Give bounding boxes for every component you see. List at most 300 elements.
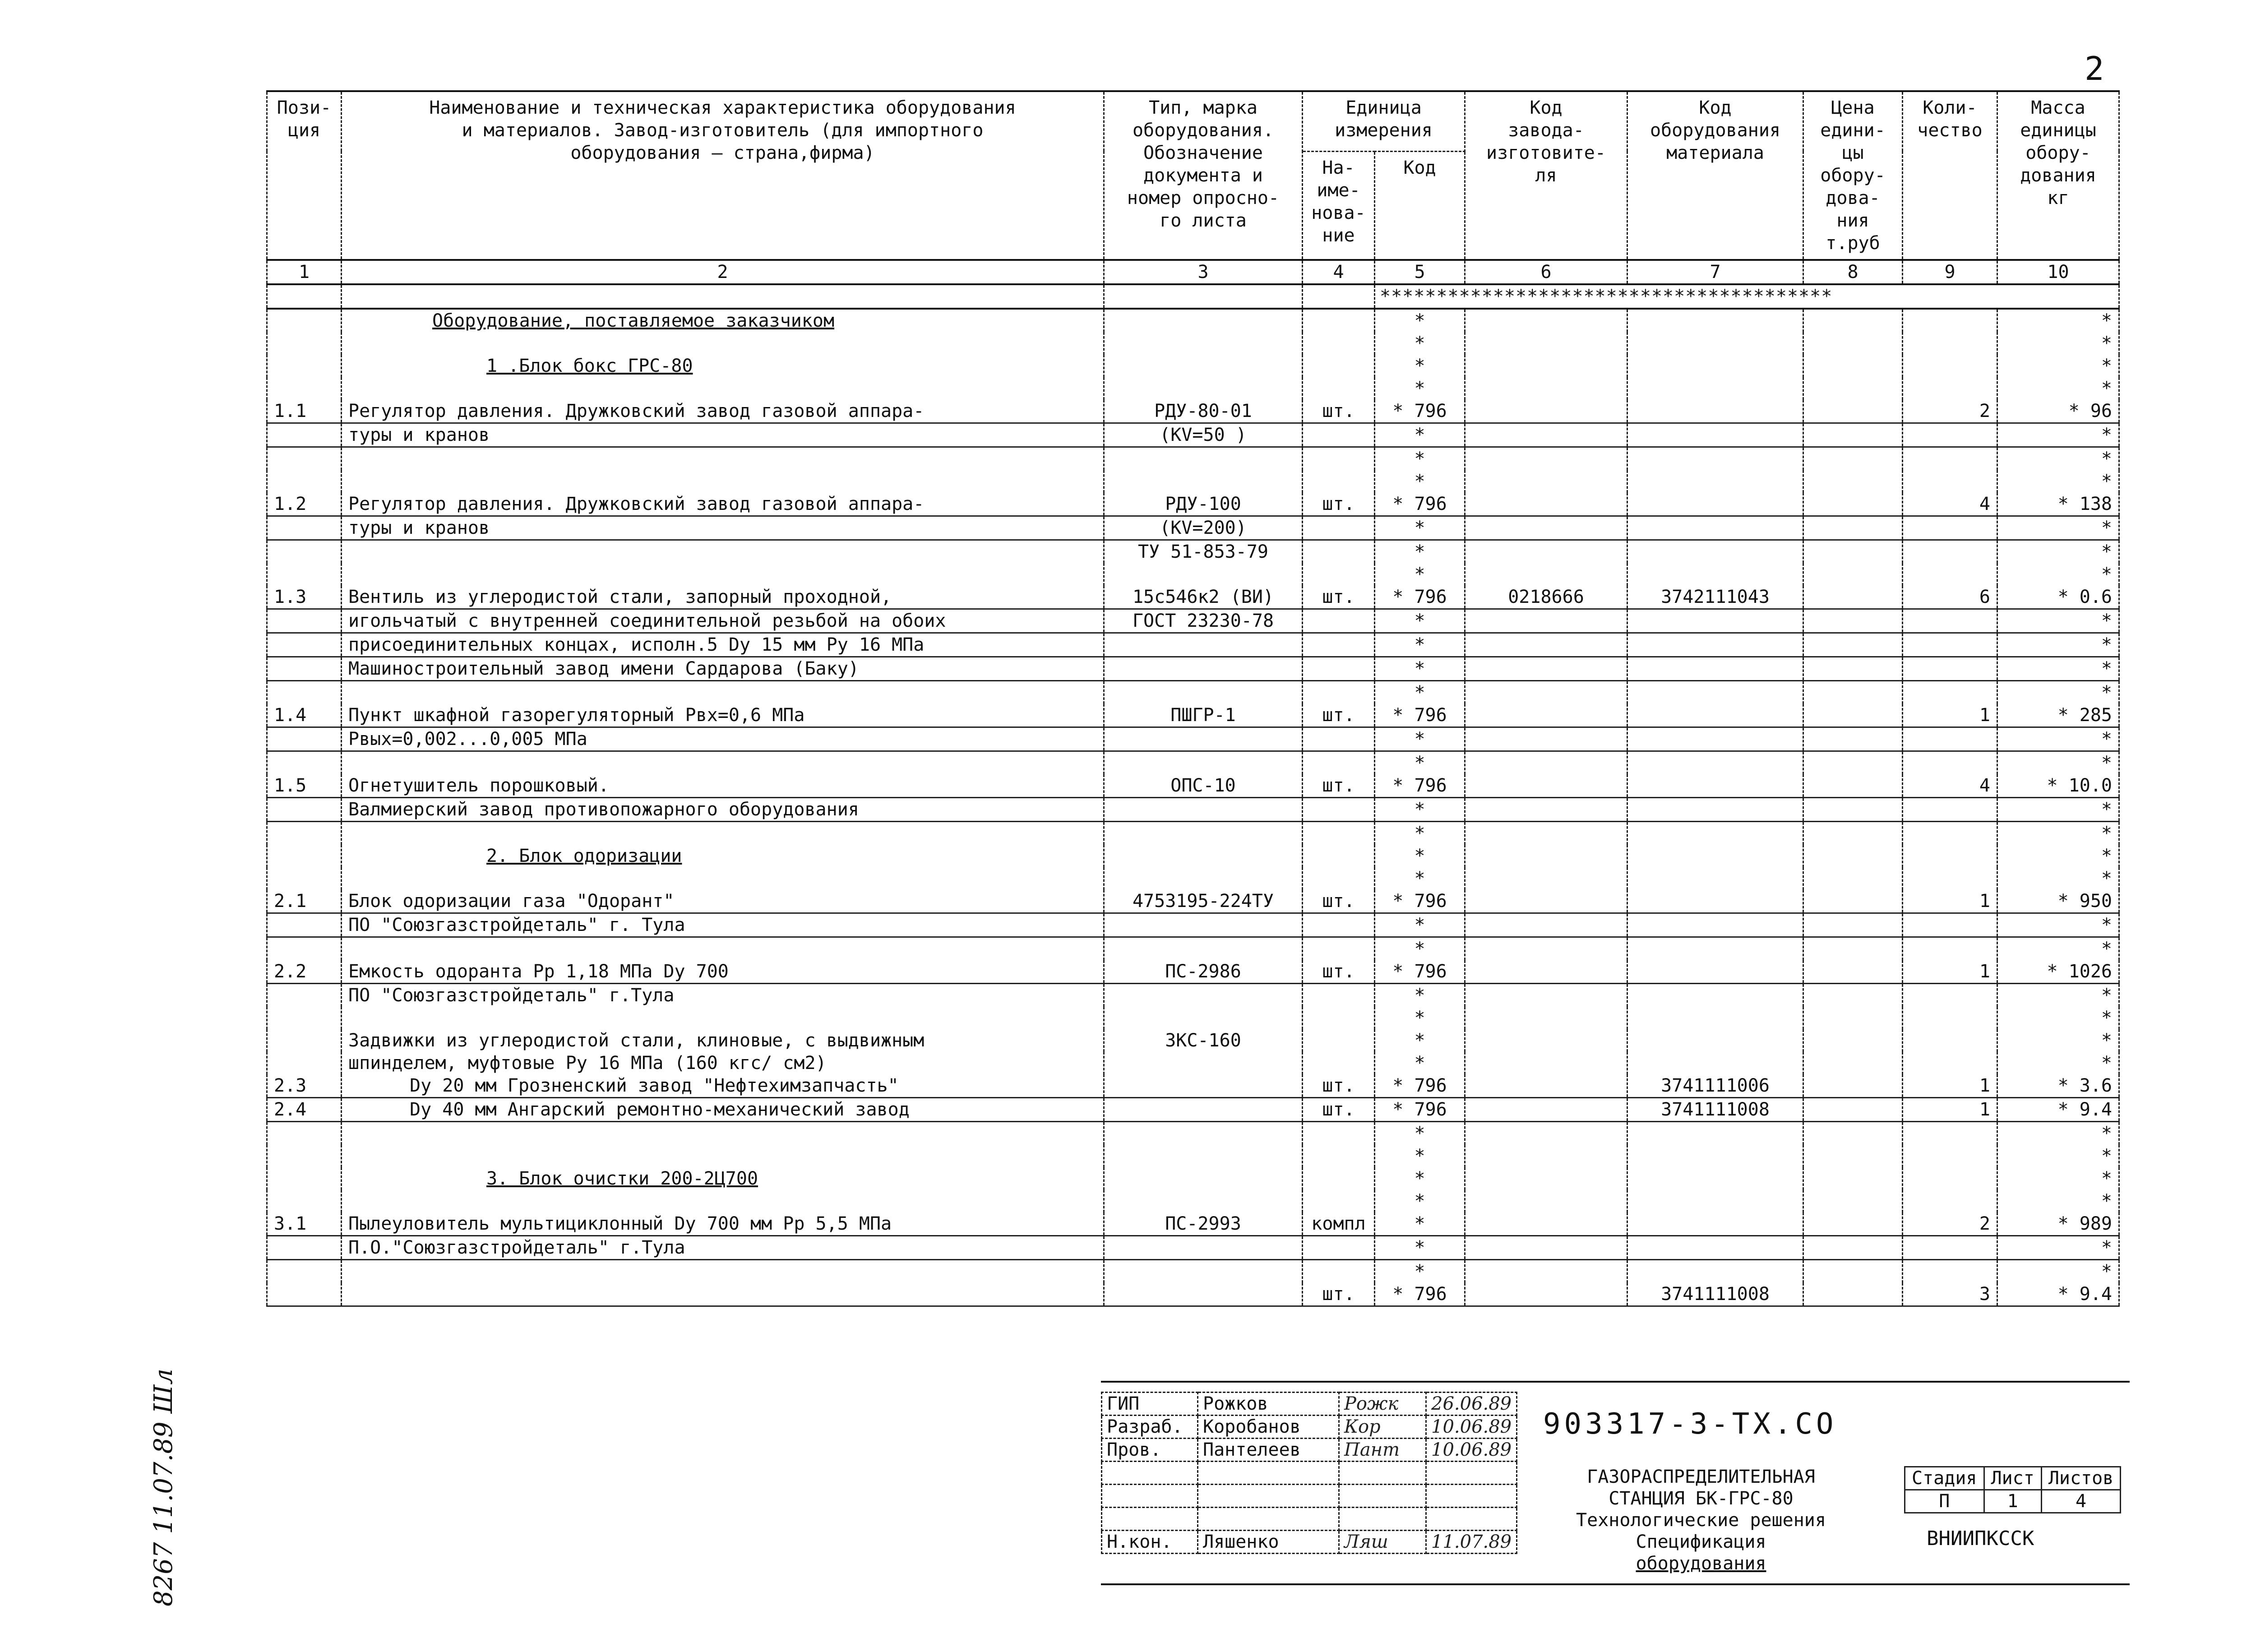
table-row: [267, 1260, 2119, 1283]
mass-cell: *: [1997, 423, 2119, 447]
mass-cell: *: [1997, 447, 2119, 471]
signature-row: [1102, 1485, 1517, 1508]
person-name-cell: [1198, 1462, 1339, 1485]
table-row: [267, 913, 2119, 937]
name-cell: 1 .Блок бокс ГРС-80: [342, 355, 1104, 377]
mass-cell: *: [1997, 355, 2119, 377]
unit-code-cell: *: [1375, 609, 1465, 633]
table-row: [267, 798, 2119, 822]
type-cell: [1104, 1283, 1303, 1306]
price-cell: [1803, 798, 1903, 822]
position-cell: [267, 1052, 342, 1074]
equipment-code-cell: [1627, 704, 1803, 727]
unit-code-cell: *: [1375, 1007, 1465, 1029]
person-name-cell: Коробанов: [1198, 1416, 1339, 1439]
person-name-cell: Ляшенко: [1198, 1531, 1339, 1554]
mass-cell: *: [1997, 1007, 2119, 1029]
stage-table: [1904, 1466, 2121, 1513]
price-cell: [1803, 332, 1903, 355]
unit-name-cell: шт.: [1303, 400, 1375, 423]
sheets-value: 4: [2041, 1490, 2121, 1513]
equipment-code-cell: [1627, 798, 1803, 822]
price-cell: [1803, 913, 1903, 937]
signature-cell: Кор: [1339, 1416, 1426, 1439]
quantity-cell: [1903, 1236, 1997, 1260]
equipment-code-cell: [1627, 609, 1803, 633]
factory-code-cell: [1465, 1122, 1627, 1145]
unit-name-cell: шт.: [1303, 1098, 1375, 1122]
unit-name-cell: [1303, 867, 1375, 890]
quantity-cell: [1903, 937, 1997, 961]
position-cell: [267, 681, 342, 704]
header-price: Цена едини- цы обору- дова- ния т.руб: [1803, 91, 1903, 260]
column-number: 4: [1303, 260, 1375, 284]
equipment-code-cell: 3741111008: [1627, 1283, 1803, 1306]
type-cell: [1104, 1122, 1303, 1145]
unit-code-cell: *: [1375, 913, 1465, 937]
price-cell: [1803, 633, 1903, 657]
unit-name-cell: компл: [1303, 1212, 1375, 1236]
name-cell: [342, 563, 1104, 586]
quantity-cell: [1903, 798, 1997, 822]
mass-cell: *: [1997, 937, 2119, 961]
position-cell: [267, 1029, 342, 1052]
price-cell: [1803, 845, 1903, 867]
name-cell: Dу 40 мм Ангарский ремонтно-механический завод: [342, 1098, 1104, 1122]
stage-value: П: [1905, 1490, 1984, 1513]
equipment-code-cell: [1627, 423, 1803, 447]
name-cell: [342, 377, 1104, 400]
factory-code-cell: [1465, 1052, 1627, 1074]
unit-name-cell: [1303, 633, 1375, 657]
name-cell: Регулятор давления. Дружковский завод газовой аппара-: [342, 493, 1104, 516]
unit-name-cell: [1303, 822, 1375, 845]
factory-code-cell: [1465, 681, 1627, 704]
name-cell: ПО "Союзгазстройдеталь" г. Тула: [342, 913, 1104, 937]
equipment-code-cell: 3741111008: [1627, 1098, 1803, 1122]
quantity-cell: [1903, 309, 1997, 332]
position-cell: [267, 609, 342, 633]
signature-date-cell: 10.06.89: [1426, 1416, 1517, 1439]
unit-name-cell: [1303, 332, 1375, 355]
price-cell: [1803, 309, 1903, 332]
name-cell: [342, 1122, 1104, 1145]
name-cell: [342, 447, 1104, 471]
mass-cell: *: [1997, 681, 2119, 704]
unit-code-cell: *: [1375, 984, 1465, 1007]
title-line: СТАНЦИЯ БК-ГРС-80: [1609, 1488, 1794, 1509]
price-cell: [1803, 1074, 1903, 1098]
mass-cell: * 138: [1997, 493, 2119, 516]
table-row: [267, 1007, 2119, 1029]
equipment-code-cell: [1627, 516, 1803, 540]
sheets-label: Листов: [2041, 1467, 2121, 1490]
stars-line: ****************************************: [1375, 284, 2119, 309]
unit-code-cell: * 796: [1375, 890, 1465, 913]
unit-name-cell: [1303, 1236, 1375, 1260]
name-cell: [342, 1190, 1104, 1212]
blank-cell: [342, 284, 1104, 309]
unit-name-cell: [1303, 913, 1375, 937]
signature-date-cell: [1426, 1485, 1517, 1508]
mass-cell: *: [1997, 1122, 2119, 1145]
position-cell: [267, 822, 342, 845]
position-cell: [267, 1167, 342, 1190]
name-cell: [342, 1283, 1104, 1306]
mass-cell: *: [1997, 516, 2119, 540]
type-cell: ОПС-10: [1104, 774, 1303, 798]
name-cell: [342, 470, 1104, 493]
price-cell: [1803, 1007, 1903, 1029]
column-number: 7: [1627, 260, 1803, 284]
quantity-cell: [1903, 1260, 1997, 1283]
unit-name-cell: [1303, 984, 1375, 1007]
position-cell: 2.2: [267, 960, 342, 984]
quantity-cell: [1903, 1029, 1997, 1052]
table-row: [267, 867, 2119, 890]
unit-code-cell: *: [1375, 447, 1465, 471]
position-cell: 1.3: [267, 586, 342, 609]
mass-cell: * 10.0: [1997, 774, 2119, 798]
specification-table: [266, 90, 2120, 1307]
position-cell: 2.4: [267, 1098, 342, 1122]
blank-cell: [1104, 284, 1303, 309]
equipment-code-cell: [1627, 913, 1803, 937]
name-cell: 3. Блок очистки 200-2Ц700: [342, 1167, 1104, 1190]
name-cell: Емкость одоранта Рр 1,18 МПа Dу 700: [342, 960, 1104, 984]
quantity-cell: 6: [1903, 586, 1997, 609]
type-cell: [1104, 563, 1303, 586]
column-number: 5: [1375, 260, 1465, 284]
unit-code-cell: * 796: [1375, 960, 1465, 984]
position-cell: 1.5: [267, 774, 342, 798]
name-cell: [342, 681, 1104, 704]
factory-code-cell: [1465, 727, 1627, 751]
factory-code-cell: [1465, 400, 1627, 423]
type-cell: [1104, 1260, 1303, 1283]
name-cell: [342, 332, 1104, 355]
header-quantity: Коли- чество: [1903, 91, 1997, 260]
header-mass: Масса единицы обору- дования кг: [1997, 91, 2119, 260]
name-cell: [342, 751, 1104, 775]
table-row: [267, 355, 2119, 377]
price-cell: [1803, 1122, 1903, 1145]
role-cell: [1102, 1485, 1198, 1508]
table-header: [267, 91, 2119, 151]
mass-cell: *: [1997, 1236, 2119, 1260]
equipment-code-cell: [1627, 845, 1803, 867]
blank-cell: [1303, 284, 1375, 309]
factory-code-cell: [1465, 423, 1627, 447]
equipment-code-cell: [1627, 681, 1803, 704]
price-cell: [1803, 493, 1903, 516]
unit-name-cell: [1303, 1167, 1375, 1190]
unit-code-cell: *: [1375, 1236, 1465, 1260]
equipment-code-cell: [1627, 470, 1803, 493]
quantity-cell: 4: [1903, 774, 1997, 798]
equipment-code-cell: [1627, 1212, 1803, 1236]
factory-code-cell: [1465, 516, 1627, 540]
unit-code-cell: *: [1375, 1190, 1465, 1212]
name-cell: [342, 1145, 1104, 1167]
factory-code-cell: [1465, 845, 1627, 867]
table-row: [267, 309, 2119, 332]
type-cell: [1104, 1007, 1303, 1029]
equipment-code-cell: [1627, 1052, 1803, 1074]
document-code: 903317-3-ТХ.СО: [1543, 1407, 1837, 1441]
type-cell: [1104, 681, 1303, 704]
quantity-cell: [1903, 1122, 1997, 1145]
name-cell: Оборудование, поставляемое заказчиком: [342, 309, 1104, 332]
position-cell: [267, 377, 342, 400]
unit-name-cell: шт.: [1303, 960, 1375, 984]
factory-code-cell: [1465, 937, 1627, 961]
factory-code-cell: [1465, 960, 1627, 984]
unit-name-cell: шт.: [1303, 890, 1375, 913]
unit-name-cell: [1303, 681, 1375, 704]
type-cell: (KV=50 ): [1104, 423, 1303, 447]
unit-code-cell: *: [1375, 470, 1465, 493]
unit-name-cell: [1303, 798, 1375, 822]
unit-code-cell: *: [1375, 516, 1465, 540]
quantity-cell: [1903, 447, 1997, 471]
table-row: [267, 984, 2119, 1007]
quantity-cell: [1903, 540, 1997, 564]
unit-name-cell: шт.: [1303, 586, 1375, 609]
equipment-code-cell: [1627, 377, 1803, 400]
price-cell: [1803, 1190, 1903, 1212]
factory-code-cell: [1465, 447, 1627, 471]
name-cell: Рвых=0,002...0,005 МПа: [342, 727, 1104, 751]
unit-name-cell: [1303, 355, 1375, 377]
price-cell: [1803, 563, 1903, 586]
factory-code-cell: [1465, 1145, 1627, 1167]
unit-name-cell: [1303, 447, 1375, 471]
price-cell: [1803, 423, 1903, 447]
table-row: [267, 1122, 2119, 1145]
table-row: [267, 681, 2119, 704]
unit-code-cell: *: [1375, 540, 1465, 564]
header-type: Тип, марка оборудования. Обозначение документа и номер опросно- го листа: [1104, 91, 1303, 260]
position-cell: [267, 1260, 342, 1283]
column-number: 1: [267, 260, 342, 284]
role-cell: ГИП: [1102, 1393, 1198, 1416]
blank-cell: [267, 284, 342, 309]
equipment-code-cell: [1627, 447, 1803, 471]
price-cell: [1803, 751, 1903, 775]
position-cell: [267, 937, 342, 961]
mass-cell: *: [1997, 633, 2119, 657]
quantity-cell: 1: [1903, 1098, 1997, 1122]
equipment-code-cell: [1627, 867, 1803, 890]
factory-code-cell: [1465, 798, 1627, 822]
unit-name-cell: шт.: [1303, 1074, 1375, 1098]
unit-name-cell: [1303, 1052, 1375, 1074]
signature-row: [1102, 1439, 1517, 1462]
table-row: [267, 1283, 2119, 1306]
table-row: [267, 1029, 2119, 1052]
unit-name-cell: [1303, 751, 1375, 775]
equipment-code-cell: [1627, 309, 1803, 332]
position-cell: 1.4: [267, 704, 342, 727]
quantity-cell: [1903, 913, 1997, 937]
price-cell: [1803, 516, 1903, 540]
unit-code-cell: *: [1375, 1260, 1465, 1283]
type-cell: ПС-2993: [1104, 1212, 1303, 1236]
factory-code-cell: [1465, 657, 1627, 681]
quantity-cell: [1903, 633, 1997, 657]
price-cell: [1803, 1260, 1903, 1283]
equipment-code-cell: [1627, 540, 1803, 564]
type-cell: [1104, 822, 1303, 845]
stage-label: Стадия: [1905, 1467, 1984, 1490]
name-cell: [342, 1260, 1104, 1283]
signature-cell: [1339, 1485, 1426, 1508]
factory-code-cell: [1465, 890, 1627, 913]
signature-row: [1102, 1416, 1517, 1439]
position-cell: 2.3: [267, 1074, 342, 1098]
name-cell: Регулятор давления. Дружковский завод газовой аппара-: [342, 400, 1104, 423]
position-cell: [267, 913, 342, 937]
mass-cell: *: [1997, 540, 2119, 564]
unit-code-cell: *: [1375, 423, 1465, 447]
table-row: [267, 470, 2119, 493]
price-cell: [1803, 867, 1903, 890]
name-cell: [342, 822, 1104, 845]
unit-name-cell: [1303, 657, 1375, 681]
quantity-cell: [1903, 727, 1997, 751]
price-cell: [1803, 774, 1903, 798]
factory-code-cell: [1465, 609, 1627, 633]
equipment-code-cell: [1627, 960, 1803, 984]
position-cell: [267, 751, 342, 775]
mass-cell: *: [1997, 1145, 2119, 1167]
quantity-cell: 3: [1903, 1283, 1997, 1306]
signature-row: [1102, 1393, 1517, 1416]
mass-cell: *: [1997, 845, 2119, 867]
mass-cell: *: [1997, 309, 2119, 332]
position-cell: 1.2: [267, 493, 342, 516]
quantity-cell: 1: [1903, 704, 1997, 727]
factory-code-cell: [1465, 704, 1627, 727]
price-cell: [1803, 470, 1903, 493]
column-number: 2: [342, 260, 1104, 284]
table-row: [267, 586, 2119, 609]
equipment-code-cell: [1627, 633, 1803, 657]
equipment-code-cell: [1627, 1167, 1803, 1190]
position-cell: 3.1: [267, 1212, 342, 1236]
equipment-code-cell: [1627, 1122, 1803, 1145]
unit-code-cell: *: [1375, 867, 1465, 890]
unit-name-cell: шт.: [1303, 493, 1375, 516]
name-cell: [342, 540, 1104, 564]
quantity-cell: [1903, 1145, 1997, 1167]
unit-name-cell: [1303, 845, 1375, 867]
table-row: [267, 937, 2119, 961]
table-row: [267, 704, 2119, 727]
factory-code-cell: [1465, 1098, 1627, 1122]
unit-name-cell: [1303, 423, 1375, 447]
position-cell: [267, 727, 342, 751]
factory-code-cell: [1465, 774, 1627, 798]
equipment-code-cell: [1627, 890, 1803, 913]
unit-name-cell: [1303, 1260, 1375, 1283]
price-cell: [1803, 586, 1903, 609]
type-cell: ПШГР-1: [1104, 704, 1303, 727]
equipment-code-cell: [1627, 822, 1803, 845]
mass-cell: * 989: [1997, 1212, 2119, 1236]
column-number: 10: [1997, 260, 2119, 284]
unit-code-cell: *: [1375, 681, 1465, 704]
title-line: ГАЗОРАСПРЕДЕЛИТЕЛЬНАЯ: [1587, 1467, 1815, 1487]
unit-code-cell: * 796: [1375, 774, 1465, 798]
factory-code-cell: [1465, 751, 1627, 775]
unit-name-cell: [1303, 1007, 1375, 1029]
equipment-code-cell: [1627, 1260, 1803, 1283]
header-equipment-code: Код оборудования материала: [1627, 91, 1803, 260]
type-cell: [1104, 937, 1303, 961]
unit-code-cell: *: [1375, 727, 1465, 751]
type-cell: [1104, 447, 1303, 471]
signature-date-cell: 10.06.89: [1426, 1439, 1517, 1462]
table-row: [267, 493, 2119, 516]
mass-cell: *: [1997, 1260, 2119, 1283]
type-cell: [1104, 867, 1303, 890]
type-cell: РДУ-100: [1104, 493, 1303, 516]
table-row: [267, 1190, 2119, 1212]
signature-cell: Ляш: [1339, 1531, 1426, 1554]
unit-code-cell: *: [1375, 563, 1465, 586]
price-cell: [1803, 960, 1903, 984]
table-row: [267, 1098, 2119, 1122]
unit-name-cell: шт.: [1303, 1283, 1375, 1306]
table-row: [267, 1145, 2119, 1167]
price-cell: [1803, 657, 1903, 681]
name-cell: П.О."Союзгазстройдеталь" г.Тула: [342, 1236, 1104, 1260]
type-cell: [1104, 1167, 1303, 1190]
equipment-code-cell: [1627, 774, 1803, 798]
factory-code-cell: [1465, 984, 1627, 1007]
price-cell: [1803, 1167, 1903, 1190]
position-cell: [267, 563, 342, 586]
table-row: [267, 960, 2119, 984]
equipment-code-cell: [1627, 657, 1803, 681]
mass-cell: * 950: [1997, 890, 2119, 913]
price-cell: [1803, 822, 1903, 845]
table-row: [267, 1074, 2119, 1098]
mass-cell: *: [1997, 609, 2119, 633]
name-cell: туры и кранов: [342, 423, 1104, 447]
signature-row: [1102, 1531, 1517, 1554]
signature-date-cell: [1426, 1462, 1517, 1485]
unit-name-cell: [1303, 309, 1375, 332]
price-cell: [1803, 727, 1903, 751]
mass-cell: *: [1997, 332, 2119, 355]
quantity-cell: [1903, 332, 1997, 355]
price-cell: [1803, 377, 1903, 400]
quantity-cell: 2: [1903, 1212, 1997, 1236]
mass-cell: *: [1997, 1052, 2119, 1074]
name-cell: Пункт шкафной газорегуляторный Рвх=0,6 МПа: [342, 704, 1104, 727]
unit-code-cell: *: [1375, 937, 1465, 961]
equipment-code-cell: [1627, 751, 1803, 775]
equipment-code-cell: [1627, 1145, 1803, 1167]
type-cell: [1104, 1145, 1303, 1167]
unit-name-cell: [1303, 516, 1375, 540]
signature-cell: [1339, 1462, 1426, 1485]
unit-code-cell: *: [1375, 1145, 1465, 1167]
type-cell: [1104, 845, 1303, 867]
